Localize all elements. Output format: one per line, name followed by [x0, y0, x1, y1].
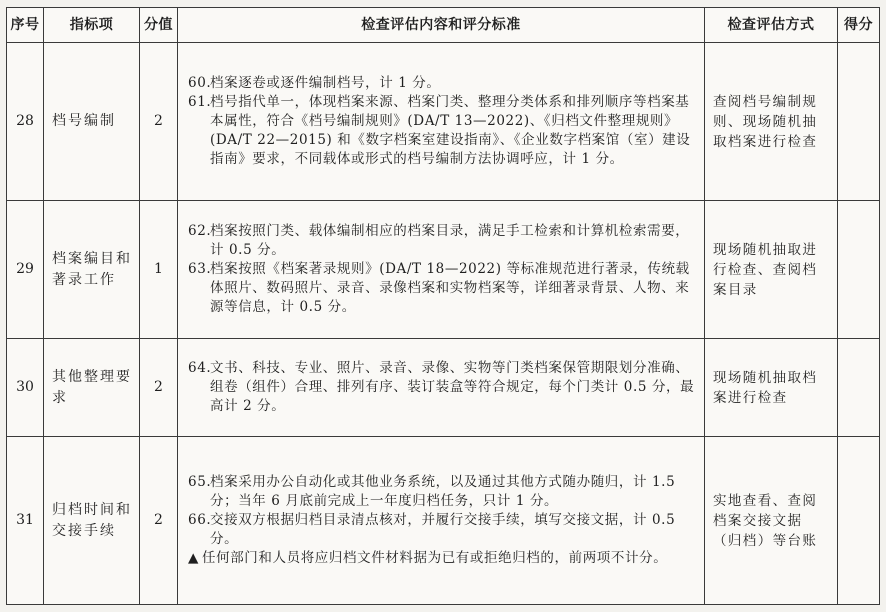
- row-number: 31: [7, 437, 44, 605]
- criteria-item-number: 62.: [188, 223, 212, 239]
- criteria-item-number: 64.: [188, 360, 212, 376]
- evaluation-method: 现场随机抽取进行检查、查阅档案目录: [705, 201, 838, 339]
- score-obtained-cell[interactable]: [838, 437, 880, 605]
- score-value: 2: [140, 339, 178, 437]
- indicator-name: 档号编制: [44, 43, 140, 201]
- criteria-item-text: 档案按照门类、载体编制相应的档案目录，满足手工检索和计算机检索需要，计 0.5 分。: [210, 223, 690, 258]
- header-got: 得分: [838, 8, 880, 43]
- table-row: [7, 43, 880, 201]
- score-value: 1: [140, 201, 178, 339]
- score-obtained-cell[interactable]: [838, 339, 880, 437]
- row-number: 28: [7, 43, 44, 201]
- criteria-item: [188, 93, 696, 169]
- criteria-item: [188, 74, 696, 93]
- criteria-item-number: 65.: [188, 474, 212, 490]
- indicator-name: 档案编目和著录工作: [44, 201, 140, 339]
- indicator-name: 其他整理要求: [44, 339, 140, 437]
- criteria-item-text: 档案采用办公自动化或其他业务系统，以及通过其他方式随办随归，计 1.5 分；当年 6 月底前完成上一年度归档任务，只计 1 分。: [210, 474, 676, 509]
- indicator-name: 归档时间和交接手续: [44, 437, 140, 605]
- header-no: 序号: [7, 8, 44, 43]
- criteria-item-text: 文书、科技、专业、照片、录音、录像、实物等门类档案保管期限划分准确、组卷（组件）合理、排列有序、装订装盒等符合规定，每个门类计 0.5 分，最高计 2 分。: [210, 360, 695, 414]
- table-header-row: [7, 8, 880, 43]
- table-row: [7, 201, 880, 339]
- criteria-item: [188, 260, 696, 317]
- triangle-icon: ▲: [188, 550, 199, 566]
- criteria-content: [178, 201, 705, 339]
- evaluation-method: 实地查看、查阅档案交接文据（归档）等台账: [705, 437, 838, 605]
- criteria-item: [188, 222, 696, 260]
- row-number: 30: [7, 339, 44, 437]
- criteria-item: [188, 473, 696, 511]
- criteria-content: [178, 339, 705, 437]
- criteria-note: [188, 549, 696, 568]
- score-value: 2: [140, 43, 178, 201]
- criteria-item-text: 档案逐卷或逐件编制档号，计 1 分。: [210, 75, 441, 91]
- criteria-item-number: 63.: [188, 261, 212, 277]
- criteria-item-text: 档案按照《档案著录规则》(DA/T 18—2022) 等标准规范进行著录，传统载体照片、数码照片、录音、录像档案和实物档案等，详细著录背景、人物、来源等信息，计 0.5 分。: [210, 261, 690, 315]
- header-method: 检查评估方式: [705, 8, 838, 43]
- score-value: 2: [140, 437, 178, 605]
- criteria-item: [188, 511, 696, 549]
- evaluation-table-sheet: [6, 7, 879, 604]
- score-obtained-cell[interactable]: [838, 201, 880, 339]
- table-row: [7, 339, 880, 437]
- criteria-item-text: 档号指代单一，体现档案来源、档案门类、整理分类体系和排列顺序等档案基本属性，符合《档号编制规则》(DA/T 13—2022)、《归档文件整理规则》(DA/T 22—2015) 和《数字档案室建设指南》、《企业数字档案馆（室）建设指南》要求，不同载体或形式的档号编制方法协调呼应，计 1 分。: [210, 94, 691, 167]
- criteria-content: [178, 437, 705, 605]
- criteria-item-number: 61.: [188, 94, 212, 110]
- criteria-item-text: 交接双方根据归档目录清点核对，并履行交接手续，填写交接文据，计 0.5 分。: [210, 512, 676, 547]
- criteria-item-number: 60.: [188, 75, 212, 91]
- criteria-item: [188, 359, 696, 416]
- criteria-content: [178, 43, 705, 201]
- row-number: 29: [7, 201, 44, 339]
- criteria-item-number: 66.: [188, 512, 212, 528]
- score-obtained-cell[interactable]: [838, 43, 880, 201]
- evaluation-method: 现场随机抽取档案进行检查: [705, 339, 838, 437]
- evaluation-method: 查阅档号编制规则、现场随机抽取档案进行检查: [705, 43, 838, 201]
- header-indicator: 指标项: [44, 8, 140, 43]
- evaluation-table: [6, 7, 880, 605]
- header-score: 分值: [140, 8, 178, 43]
- criteria-note-text: 任何部门和人员将应归档文件材料据为已有或拒绝归档的，前两项不计分。: [202, 550, 668, 566]
- header-content: 检查评估内容和评分标准: [178, 8, 705, 43]
- table-row: [7, 437, 880, 605]
